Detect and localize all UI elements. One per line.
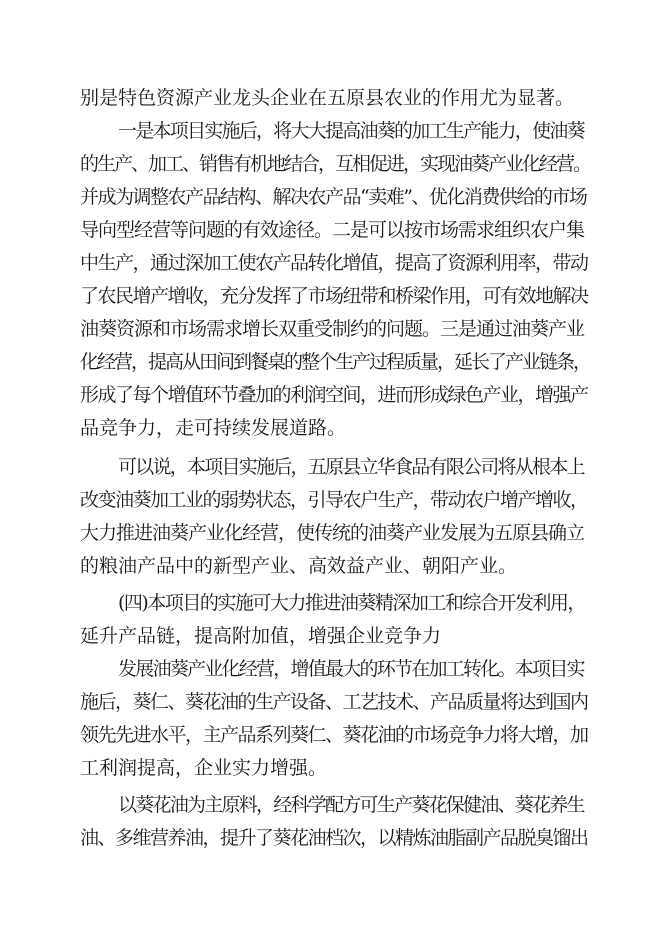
text-line: 领先先进水平，主产品系列葵仁、葵花油的市场竞争力将大增，加 [80,724,588,746]
text-line: 了农民增产增收，充分发挥了市场纽带和桥梁作用，可有效地解决 [80,285,588,307]
paragraph-start-line: 可以说，本项目实施后，五原县立华食品有限公司将从根本上 [118,456,584,478]
text-line: 工利润提高，企业实力增强。 [80,757,328,779]
text-line: 导向型经营等问题的有效途径。二是可以按市场需求组织农户集 [80,219,585,241]
text-line: 品竞争力，走可持续发展道路。 [80,417,347,439]
text-line: 油、多维营养油，提升了葵花油档次，以精炼油脂副产品脱臭馏出 [80,827,588,849]
text-line: 别是特色资源产业龙头企业在五原县农业的作用尤为显著。 [80,87,575,109]
text-line: 的生产、加工、销售有机地结合，互相促进，实现油葵产业化经营。 [80,153,591,175]
section-heading-line: (四)本项目的实施可大力推进油葵精深加工和综合开发利用， [118,592,585,614]
paragraph-start-line: 一是本项目实施后，将大大提高油葵的加工生产能力，使油葵 [118,120,584,142]
paragraph-start-line: 发展油葵产业化经营，增值最大的环节在加工转化。本项目实 [118,658,584,680]
text-line: 大力推进油葵产业化经营，使传统的油葵产业发展为五原县确立 [80,522,585,544]
text-line: 中生产，通过深加工使农产品转化增值，提高了资源利用率，带动 [80,252,588,274]
text-line: 改变油葵加工业的弱势状态，引导农户生产，带动农户增产增收， [80,489,588,511]
text-line: 油葵资源和市场需求增长双重受制约的问题。三是通过油葵产业 [80,318,585,340]
paragraph-start-line: 以葵花油为主原料，经科学配方可生产葵花保健油、葵花养生 [118,794,584,816]
text-line: 施后，葵仁、葵花油的生产设备、工艺技术、产品质量将达到国内 [80,691,588,713]
text-line: 形成了每个增值环节叠加的利润空间，进而形成绿色产业，增强产 [80,384,588,406]
text-line: 的粮油产品中的新型产业、高效益产业、朝阳产业。 [80,555,518,577]
section-heading-line: 延升产品链，提高附加值，增强企业竞争力 [80,625,442,647]
text-line: 并成为调整农产品结构、解决农产品“卖难”、优化消费供给的市场 [80,186,587,208]
text-line: 化经营，提高从田间到餐桌的整个生产过程质量，延长了产业链条， [80,351,591,373]
